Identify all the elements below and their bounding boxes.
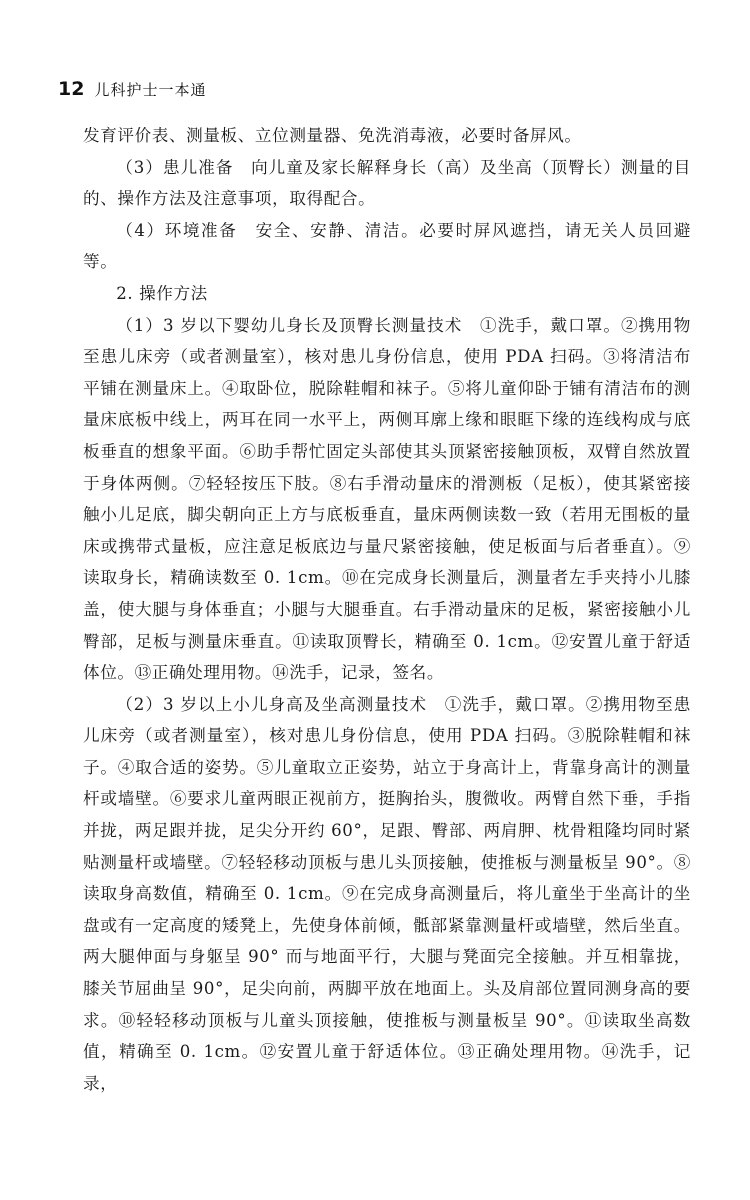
section-heading-operation-method: 2. 操作方法 [116, 283, 208, 303]
paragraph-child-height-measurement: （2）3 岁以上小儿身高及坐高测量技术 ①洗手，戴口罩。②携用物至患儿床旁（或者测量室），核对患儿身份信息，使用 PDA 扫码。③脱除鞋帽和袜子。④取合适的姿势。⑤儿童取立正姿势，站立于身高计上，背靠身高计的测量杆或墙壁。⑥要求儿童两眼正视前方，挺胸抬头，腹微收。两臂自然下垂，手指并拢，两足跟并拢，足尖分开约 60°，足跟、臀部、两肩胛、枕骨粗隆均同时紧贴测量杆或墙壁。⑦轻轻移动顶板与患儿头顶接触，使推板与测量板呈 90°。⑧读取身高数值，精确至 0. 1cm。⑨在完成身高测量后，将儿童坐于坐高计的坐盘或有一定高度的矮凳上，先使身体前倾，骶部紧靠测量杆或墙壁，然后坐直。两大腿伸面与身躯呈 90° 而与地面平行，大腿与凳面完全接触。并互相靠拢，膝关节屈曲呈 90°，足尖向前，两脚平放在地面上。头及肩部位置同测身高的要求。⑩轻轻移动顶板与儿童头顶接触，使推板与测量板呈 90°。⑪读取坐高数值，精确至 0. 1cm。⑫安置儿童于舒适体位。⑬正确处理用物。⑭洗手，记录， [83, 694, 691, 1093]
paragraph-patient-preparation: （3）患儿准备 向儿童及家长解释身长（高）及坐高（顶臀长）测量的目的、操作方法及注意事项，取得配合。 [83, 157, 691, 209]
paragraph-materials-continued: 发育评价表、测量板、立位测量器、免洗消毒液，必要时备屏风。 [83, 126, 582, 145]
page-number: 12 [58, 78, 85, 100]
running-title: 儿科护士一本通 [94, 81, 207, 99]
paragraph-environment-preparation: （4）环境准备 安全、安静、清洁。必要时屏风遮挡，请无关人员回避等。 [83, 220, 691, 272]
running-header [58, 78, 206, 100]
body-text [83, 120, 691, 1099]
paragraph-infant-length-measurement: （1）3 岁以下婴幼儿身长及顶臀长测量技术 ①洗手，戴口罩。②携用物至患儿床旁（或者测量室），核对患儿身份信息，使用 PDA 扫码。③将清洁布平铺在测量床上。④取卧位，脱除鞋帽和袜子。⑤将儿童仰卧于铺有清洁布的测量床底板中线上，两耳在同一水平上，两侧耳廓上缘和眼眶下缘的连线构成与底板垂直的想象平面。⑥助手帮忙固定头部使其头顶紧密接触顶板，双臂自然放置于身体两侧。⑦轻轻按压下肢。⑧右手滑动量床的滑测板（足板），使其紧密接触小儿足底，脚尖朝向正上方与底板垂直，量床两侧读数一致（若用无围板的量床或携带式量板，应注意足板底边与量尺紧密接触，使足板面与后者垂直）。⑨读取身长，精确读数至 0. 1cm。⑩在完成身长测量后，测量者左手夹持小儿膝盖，使大腿与身体垂直；小腿与大腿垂直。右手滑动量床的足板，紧密接触小儿臀部，足板与测量床垂直。⑪读取顶臀长，精确至 0. 1cm。⑫安置儿童于舒适体位。⑬正确处理用物。⑭洗手，记录，签名。 [83, 315, 691, 683]
